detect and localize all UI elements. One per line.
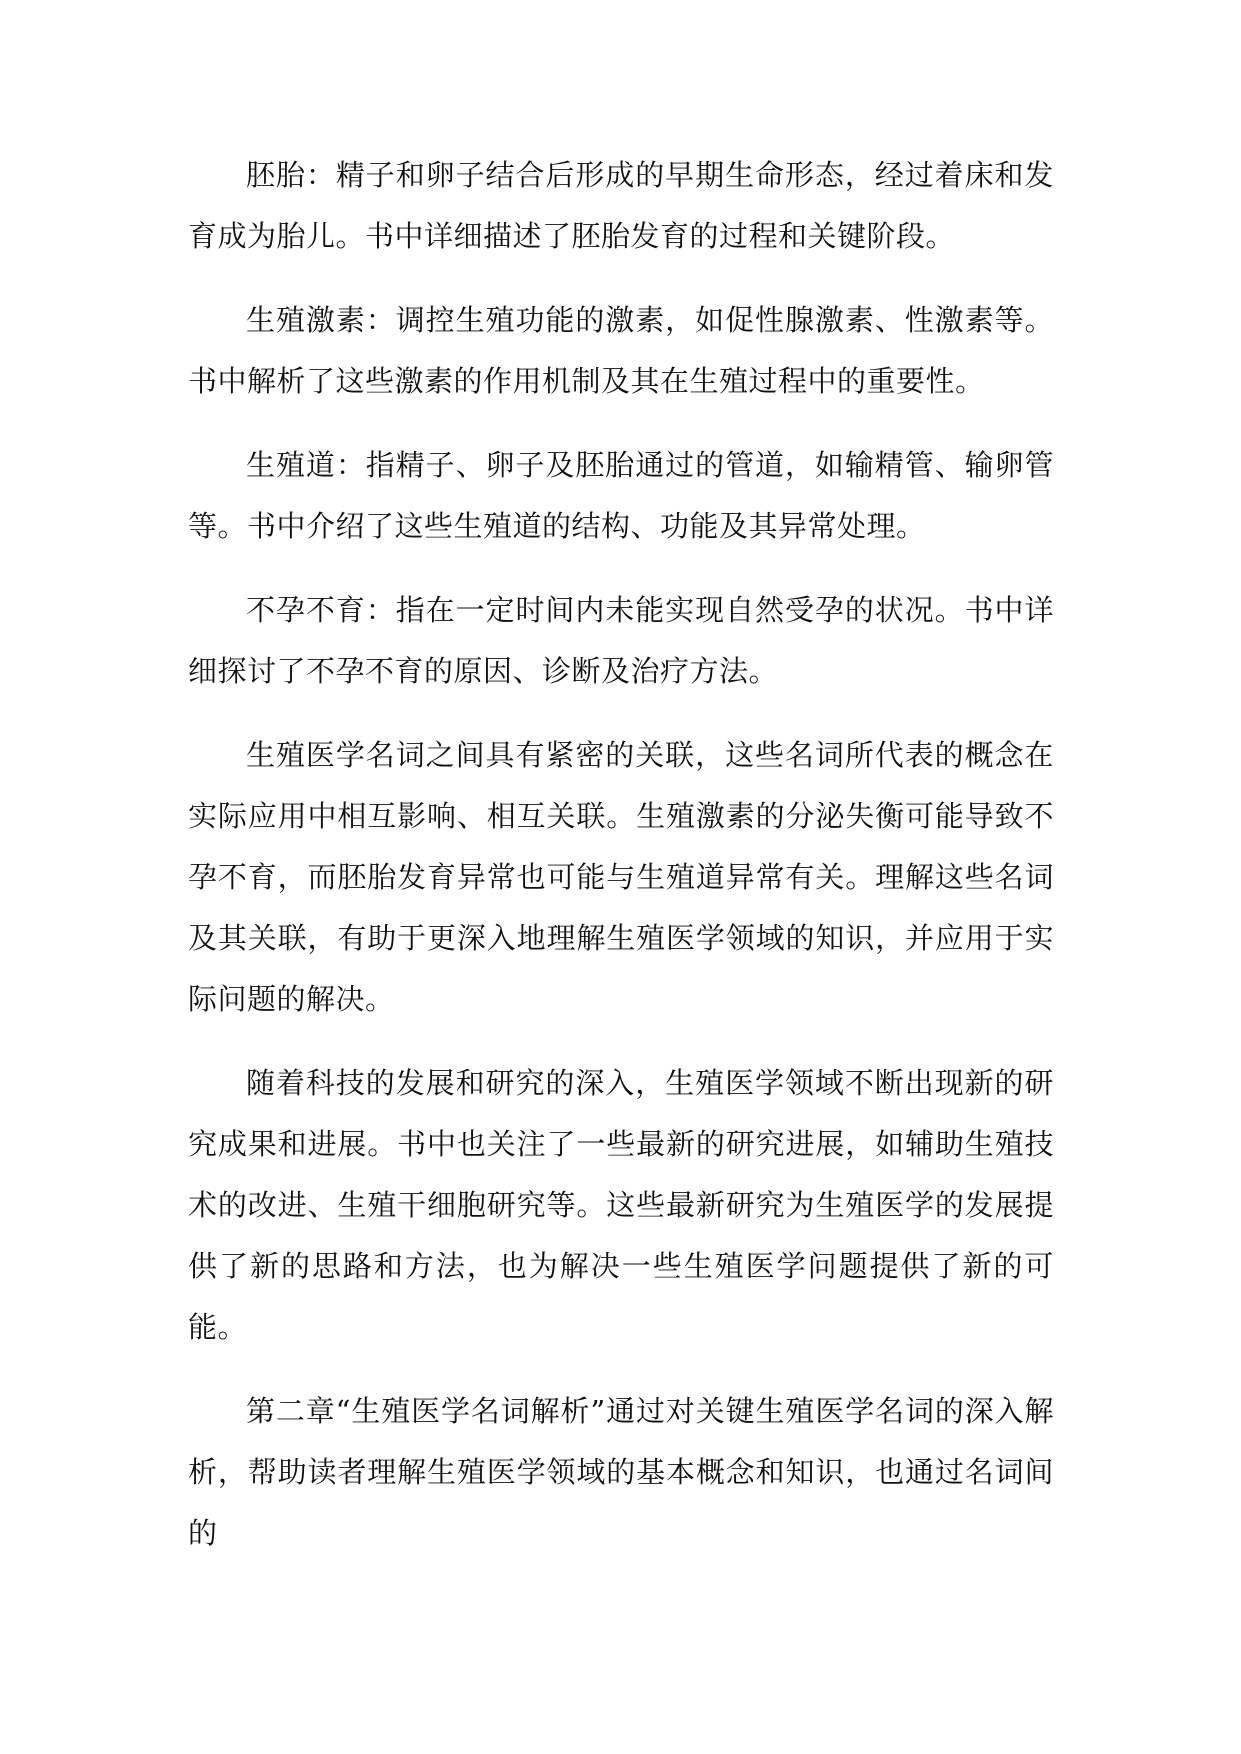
paragraph-infertility: 不孕不育：指在一定时间内未能实现自然受孕的状况。书中详细探讨了不孕不育的原因、诊断及治疗方法。: [188, 593, 1054, 688]
document-page: [188, 145, 1054, 1587]
paragraph-research-progress: 随着科技的发展和研究的深入，生殖医学领域不断出现新的研究成果和进展。书中也关注了一些最新的研究进展，如辅助生殖技术的改进、生殖干细胞研究等。这些最新研究为生殖医学的发展提供了新的思路和方法，也为解决一些生殖医学问题提供了新的可能。: [188, 1066, 1054, 1344]
paragraph-embryo: 胚胎：精子和卵子结合后形成的早期生命形态，经过着床和发育成为胎儿。书中详细描述了胚胎发育的过程和关键阶段。: [188, 158, 1054, 253]
paragraph-term-relations: 生殖医学名词之间具有紧密的关联，这些名词所代表的概念在实际应用中相互影响、相互关联。生殖激素的分泌失衡可能导致不孕不育，而胚胎发育异常也可能与生殖道异常有关。理解这些名词及其关联，有助于更深入地理解生殖医学领域的知识，并应用于实际问题的解决。: [188, 738, 1054, 1016]
paragraph-chapter-summary: 第二章“生殖医学名词解析”通过对关键生殖医学名词的深入解析，帮助读者理解生殖医学领域的基本概念和知识，也通过名词间的: [188, 1394, 1054, 1550]
paragraph-reproductive-hormones: 生殖激素：调控生殖功能的激素，如促性腺激素、性激素等。书中解析了这些激素的作用机制及其在生殖过程中的重要性。: [188, 303, 1054, 398]
paragraph-reproductive-tract: 生殖道：指精子、卵子及胚胎通过的管道，如输精管、输卵管等。书中介绍了这些生殖道的结构、功能及其异常处理。: [188, 448, 1054, 543]
